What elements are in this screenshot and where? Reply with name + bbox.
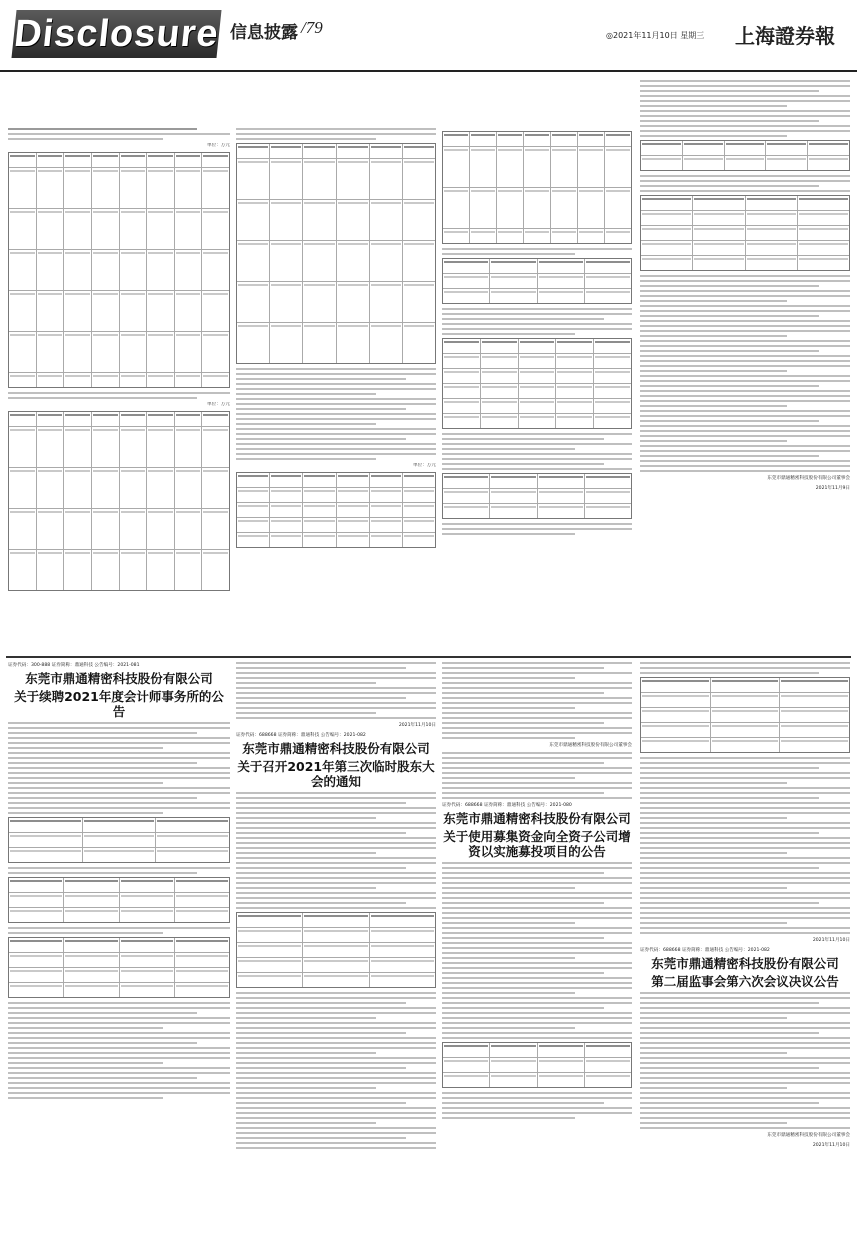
brand-word-logo: Disclosure bbox=[11, 10, 221, 58]
notice-company: 东莞市鼎通精密科技股份有限公司 bbox=[443, 811, 631, 826]
final-signature: 东莞市鼎通精密科技股份有限公司董事会 bbox=[767, 1133, 850, 1138]
lower-col-4: 2021年11月10日 证券代码：688668 证券简称：鼎通科技 公告编号：2021-082 东莞市鼎通精密科技股份有限公司 第二届监事会第六次会议决议公告 东莞市鼎通精密科技股份有限公司董事会 2021年11月10日 bbox=[640, 662, 850, 1248]
masthead bbox=[0, 0, 857, 72]
data-table bbox=[442, 1042, 632, 1088]
notice-title: 关于使用募集资金向全资子公司增资以实施募投项目的公告 bbox=[443, 829, 631, 859]
notice-code-line: 证券代码：688668 证券简称：鼎通科技 公告编号：2021-082 bbox=[236, 733, 366, 738]
notice-code-line: 证券代码：688668 证券简称：鼎通科技 公告编号：2021-082 bbox=[640, 948, 770, 953]
data-table bbox=[8, 411, 230, 591]
section-divider bbox=[6, 656, 851, 658]
paper-name: 上海證券報 bbox=[735, 24, 835, 48]
notice-title: 关于召开2021年第三次临时股东大会的通知 bbox=[237, 759, 435, 789]
notice-company: 东莞市鼎通精密科技股份有限公司 bbox=[25, 671, 213, 686]
notice-code-line: 证券代码：688668 证券简称：鼎通科技 公告编号：2021-080 bbox=[442, 803, 572, 808]
unit-label: 单位：万元 bbox=[207, 143, 230, 148]
data-table bbox=[236, 143, 436, 364]
data-table bbox=[640, 140, 850, 171]
upper-col-3 bbox=[442, 128, 632, 648]
data-table bbox=[442, 338, 632, 429]
data-table bbox=[8, 817, 230, 863]
data-table bbox=[8, 877, 230, 923]
lower-col-2 bbox=[236, 662, 436, 1248]
notice-code-line: 证券代码：300-888 证券简称：鼎通科技 公告编号：2021-081 bbox=[8, 663, 140, 668]
final-date: 2021年11月10日 bbox=[812, 1143, 850, 1148]
notice-title: 关于续聘2021年度会计师事务所的公告 bbox=[14, 689, 224, 719]
upper-col-4 bbox=[640, 80, 850, 650]
notice-company: 东莞市鼎通精密科技股份有限公司 bbox=[651, 956, 839, 971]
upper-seal-date: 2021年11月9日 bbox=[815, 486, 850, 491]
data-table bbox=[640, 677, 850, 753]
lower-col-1 bbox=[8, 662, 230, 1248]
notice-title: 第二届监事会第六次会议决议公告 bbox=[651, 974, 839, 989]
notice-company: 东莞市鼎通精密科技股份有限公司 bbox=[242, 741, 430, 756]
data-table bbox=[442, 473, 632, 519]
notice-date: 2021年11月10日 bbox=[398, 723, 436, 728]
data-table bbox=[236, 472, 436, 548]
upper-signature: 东莞市鼎通精密科技股份有限公司董事会 bbox=[767, 476, 850, 481]
page-number: /79 bbox=[301, 18, 323, 37]
data-table bbox=[8, 152, 230, 388]
data-table bbox=[8, 937, 230, 998]
data-table bbox=[236, 912, 436, 988]
lower-col-3: 东莞市鼎通精密科技股份有限公司董事会 证券代码：688668 证券简称：鼎通科技 公告编号：2021-080 东莞市鼎通精密科技股份有限公司 关于使用募集资金向全资子公司增资以实施募投项目的公告 bbox=[442, 662, 632, 1248]
upper-col-1: 单位：万元 单位：万元 bbox=[8, 128, 230, 648]
section-title: 信息披露 bbox=[230, 23, 298, 43]
data-table bbox=[442, 131, 632, 244]
data-table bbox=[640, 195, 850, 271]
data-table bbox=[442, 258, 632, 304]
date-line: ◎2021年11月10日 星期三 bbox=[606, 31, 705, 40]
upper-col-2: 单位：万元 bbox=[236, 128, 436, 648]
